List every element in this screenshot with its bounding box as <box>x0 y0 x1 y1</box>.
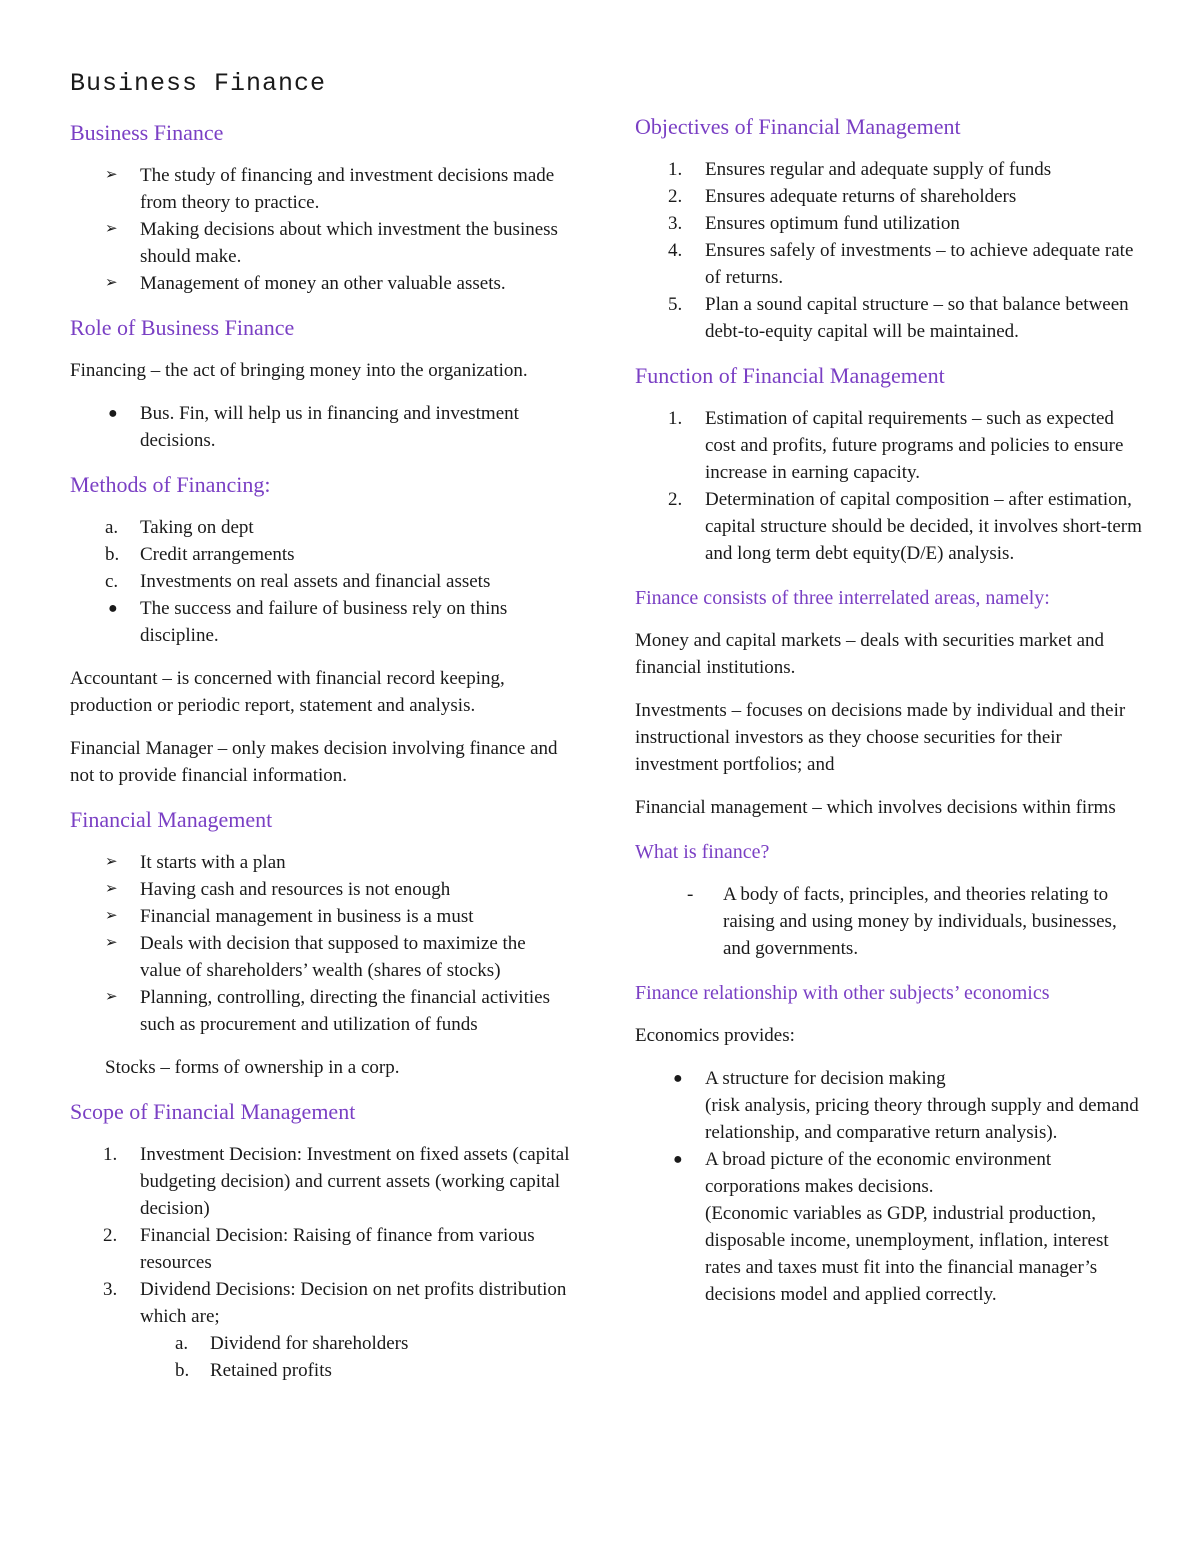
scope-heading: Scope of Financial Management <box>70 1099 356 1124</box>
what-is-finance-heading: What is finance? <box>635 841 770 863</box>
document-title: Business Finance <box>70 69 327 98</box>
list-item: ➢ Deals with decision that supposed to maximize the value of shareholders’ wealth (shares of stocks) <box>70 930 570 984</box>
financial-manager-definition: Financial Manager – only makes decision involving finance and not to provide financial information. <box>70 738 558 786</box>
list-item: 3. Dividend Decisions: Decision on net profits distribution which are; a. Dividend for shareholders b. Retained profits <box>70 1276 570 1384</box>
dividend-sublist <box>140 1330 570 1384</box>
right-column <box>635 112 1145 1324</box>
methods-list <box>70 514 570 595</box>
business-finance-heading: Business Finance <box>70 120 224 145</box>
list-item: 1. Investment Decision: Investment on fixed assets (capital budgeting decision) and current assets (working capital decision) <box>103 1144 570 1219</box>
function-heading: Function of Financial Management <box>635 363 945 388</box>
scope-list <box>70 1141 570 1384</box>
accountant-definition: Accountant – is concerned with financial record keeping, production or periodic report, statement and analysis. <box>70 668 505 716</box>
arrow-bullet-icon: ➢ <box>105 935 118 951</box>
arrow-bullet-icon: ➢ <box>105 989 118 1005</box>
financial-management-heading: Financial Management <box>70 807 273 832</box>
list-item: 2. Financial Decision: Raising of finance from various resources <box>103 1225 535 1273</box>
bullet-icon: ● <box>108 600 118 617</box>
list-item: 3. Ensures optimum fund utilization <box>668 213 960 234</box>
relationship-heading: Finance relationship with other subjects’ economics <box>635 982 1050 1004</box>
methods-heading: Methods of Financing: <box>70 472 271 497</box>
arrow-bullet-icon: ➢ <box>105 908 118 924</box>
arrow-bullet-icon: ➢ <box>105 275 118 291</box>
list-item: a. Taking on dept <box>105 517 254 538</box>
function-list <box>635 405 1145 567</box>
role-list <box>70 400 570 454</box>
list-item: ● The success and failure of business rely on thins discipline. <box>70 595 570 649</box>
list-item: 2. Ensures adequate returns of shareholders <box>668 186 1017 207</box>
areas-heading: Finance consists of three interrelated areas, namely: <box>635 587 1050 609</box>
list-item: ➢ Management of money an other valuable assets. <box>70 270 570 297</box>
economics-list <box>635 1065 1145 1308</box>
objectives-list <box>635 156 1145 345</box>
areas-paragraph: Financial management – which involves decisions within firms <box>635 797 1116 818</box>
list-item: ➢ Making decisions about which investment the business should make. <box>70 216 570 270</box>
list-item: 2. Determination of capital composition – after estimation, capital structure should be decided, it involves short-term and long term debt equity(D/E) analysis. <box>668 489 1142 564</box>
list-item: 1. Ensures regular and adequate supply of funds <box>668 159 1052 180</box>
list-item: ➢ Financial management in business is a must <box>70 903 570 930</box>
areas-paragraph: Investments – focuses on decisions made by individual and their instructional investors as they choose securities for their investment portfolios; and <box>635 700 1126 775</box>
arrow-bullet-icon: ➢ <box>105 167 118 183</box>
list-item: ● Bus. Fin, will help us in financing and investment decisions. <box>70 400 570 454</box>
financial-management-list <box>70 849 570 1038</box>
arrow-bullet-icon: ➢ <box>105 854 118 870</box>
list-item: a. Dividend for shareholders <box>175 1333 409 1354</box>
objectives-heading: Objectives of Financial Management <box>635 114 961 139</box>
areas-paragraph: Money and capital markets – deals with securities market and financial institutions. <box>635 630 1105 678</box>
bullet-icon: ● <box>108 405 118 422</box>
role-definition: Financing – the act of bringing money into the organization. <box>70 360 528 381</box>
list-item: b. Retained profits <box>175 1360 332 1381</box>
left-column <box>70 118 570 1400</box>
economics-intro: Economics provides: <box>635 1025 795 1046</box>
bullet-icon: ● <box>673 1070 683 1087</box>
stocks-definition: Stocks – forms of ownership in a corp. <box>105 1057 400 1078</box>
list-item: ➢ The study of financing and investment decisions made from theory to practice. <box>70 162 570 216</box>
business-finance-list <box>70 162 570 297</box>
list-item: ● A broad picture of the economic environment corporations makes decisions. (Economic variables as GDP, industrial production, disposable income, unemployment, inflation, interest rates and taxes must fit into the financial manager’s decisions model and applied correctly. <box>635 1146 1145 1308</box>
list-item: c. Investments on real assets and financial assets <box>105 571 491 592</box>
list-item: 1. Estimation of capital requirements – such as expected cost and profits, future programs and policies to ensure increase in earning capacity. <box>668 408 1124 483</box>
methods-bullet-list <box>70 595 570 649</box>
list-item: b. Credit arrangements <box>105 544 295 565</box>
list-item: ➢ Having cash and resources is not enough <box>70 876 570 903</box>
role-heading: Role of Business Finance <box>70 315 295 340</box>
list-item: ➢ It starts with a plan <box>70 849 570 876</box>
list-item: - A body of facts, principles, and theories relating to raising and using money by individuals, businesses, and governments. <box>687 884 1117 959</box>
list-item: 4. Ensures safely of investments – to achieve adequate rate of returns. <box>668 240 1134 288</box>
list-item: ● A structure for decision making (risk analysis, pricing theory through supply and demand relationship, and comparative return analysis). <box>635 1065 1145 1146</box>
arrow-bullet-icon: ➢ <box>105 881 118 897</box>
list-item: ➢ Planning, controlling, directing the financial activities such as procurement and utilization of funds <box>70 984 570 1038</box>
bullet-icon: ● <box>673 1151 683 1168</box>
arrow-bullet-icon: ➢ <box>105 221 118 237</box>
list-item: 5. Plan a sound capital structure – so that balance between debt-to-equity capital will be maintained. <box>668 294 1129 342</box>
what-is-finance-list <box>635 881 1145 962</box>
